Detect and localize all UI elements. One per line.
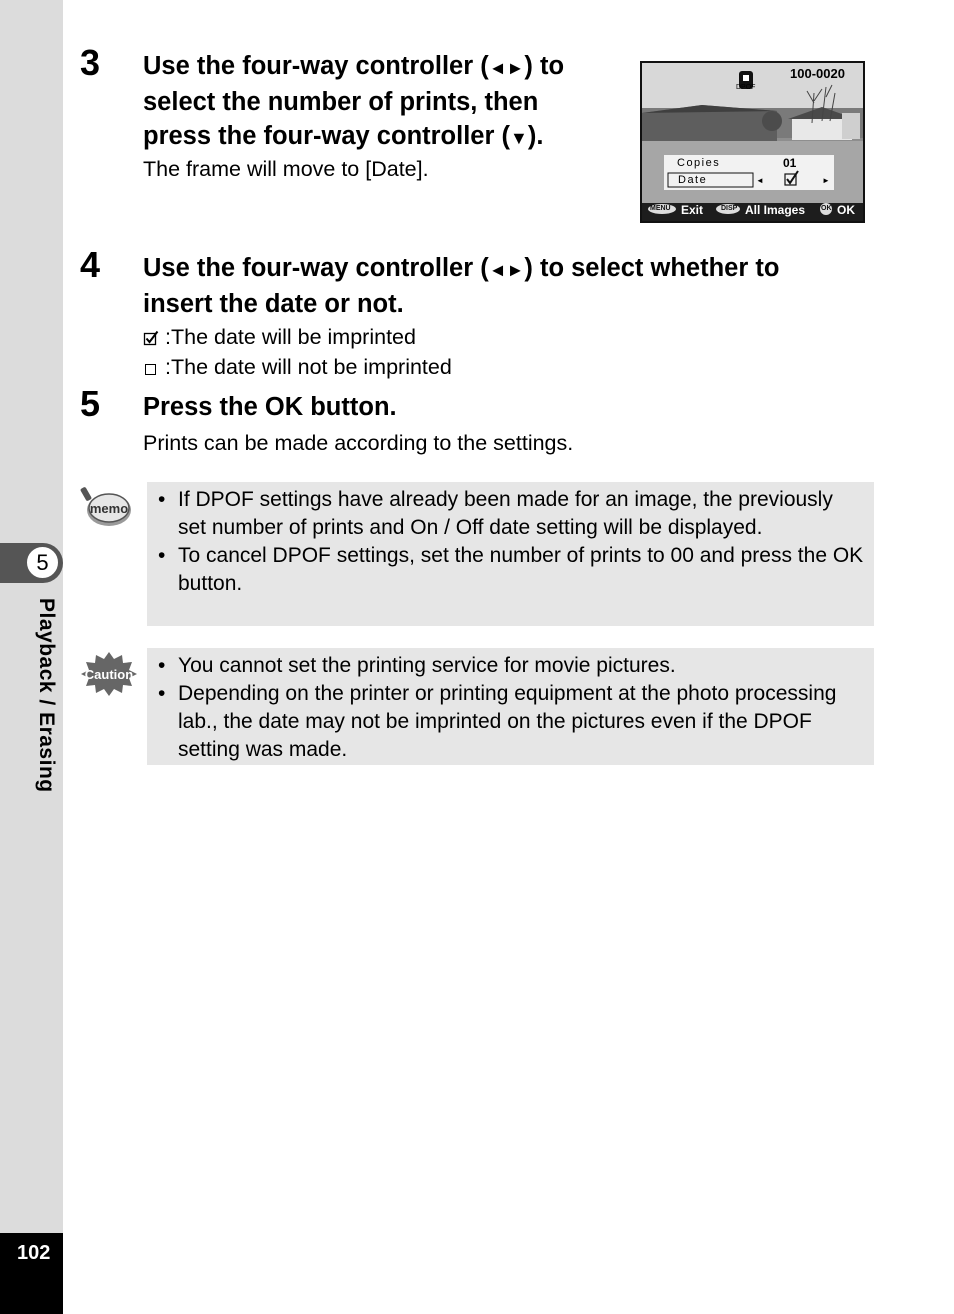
all-images-label: All Images xyxy=(745,203,806,217)
step-4-title xyxy=(143,251,779,321)
memo-item: • If DPOF settings have already been made for an image, the previously set number of prints and On / Off date setting will be displayed. xyxy=(157,486,864,542)
page-number: 102 xyxy=(0,1233,63,1314)
left-arrow-icon: ◄ xyxy=(756,176,764,185)
ok-label: OK xyxy=(837,203,855,217)
memo-icon xyxy=(79,485,137,531)
exit-label: Exit xyxy=(681,203,704,217)
step-3-title-line: select the number of prints, then xyxy=(143,88,539,116)
camera-screen xyxy=(640,61,865,223)
option-date-off-text: :The date will not be imprinted xyxy=(165,355,452,379)
caution-icon-label: Caution xyxy=(84,667,134,682)
step-3-title-part: Use the four-way controller ( xyxy=(143,52,489,80)
memo-icon-label: memo xyxy=(89,501,129,516)
memo-box xyxy=(147,482,874,626)
step-3-title xyxy=(143,49,564,155)
ok-key-icon: OK xyxy=(821,205,832,212)
caution-box xyxy=(147,648,874,765)
step-4-title-part: Use the four-way controller ( xyxy=(143,254,489,282)
step-5-title: Press the OK button. xyxy=(143,393,397,421)
step-3-title-part: ). xyxy=(527,122,544,150)
step-3-number: 3 xyxy=(80,42,101,83)
step-4-title-part: ) to select whether to xyxy=(524,254,780,282)
step-4-number: 4 xyxy=(80,244,101,285)
down-arrow-icon: ▼ xyxy=(510,128,528,148)
step-3-title-part: ) to xyxy=(524,52,565,80)
copies-label: Copies xyxy=(677,157,721,169)
date-label: Date xyxy=(678,174,708,186)
step-3-body: The frame will move to [Date]. xyxy=(143,157,429,181)
chapter-title: Playback / Erasing xyxy=(35,598,58,793)
disp-key-icon: DISP xyxy=(721,205,738,212)
step-4-title-line: insert the date or not. xyxy=(143,290,404,318)
left-right-arrows-icon: ◄► xyxy=(488,58,525,78)
caution-icon xyxy=(80,651,138,697)
menu-key-icon: MENU xyxy=(650,205,671,212)
dpof-label: DPOF xyxy=(736,84,756,91)
step-5-number: 5 xyxy=(80,383,101,424)
step-5-body: Prints can be made according to the settings. xyxy=(143,431,574,455)
chapter-number: 5 xyxy=(25,545,60,580)
step-3-title-part: press the four-way controller ( xyxy=(143,122,510,150)
option-date-on-text: :The date will be imprinted xyxy=(165,325,416,349)
checked-box-icon xyxy=(143,330,159,346)
right-arrow-icon: ► xyxy=(822,176,830,185)
caution-item: • Depending on the printer or printing equipment at the photo processing lab., the date may not be imprinted on the pictures even if the DPOF setting was made. xyxy=(157,680,864,764)
copies-value: 01 xyxy=(783,156,797,170)
option-date-off xyxy=(143,353,452,381)
file-number: 100-0020 xyxy=(790,66,845,81)
left-right-arrows-icon: ◄► xyxy=(488,260,525,280)
empty-box-icon xyxy=(143,360,159,376)
memo-item: • To cancel DPOF settings, set the number of prints to 00 and press the OK button. xyxy=(157,542,864,598)
caution-item: • You cannot set the printing service for movie pictures. xyxy=(157,652,864,680)
option-date-on xyxy=(143,323,416,351)
